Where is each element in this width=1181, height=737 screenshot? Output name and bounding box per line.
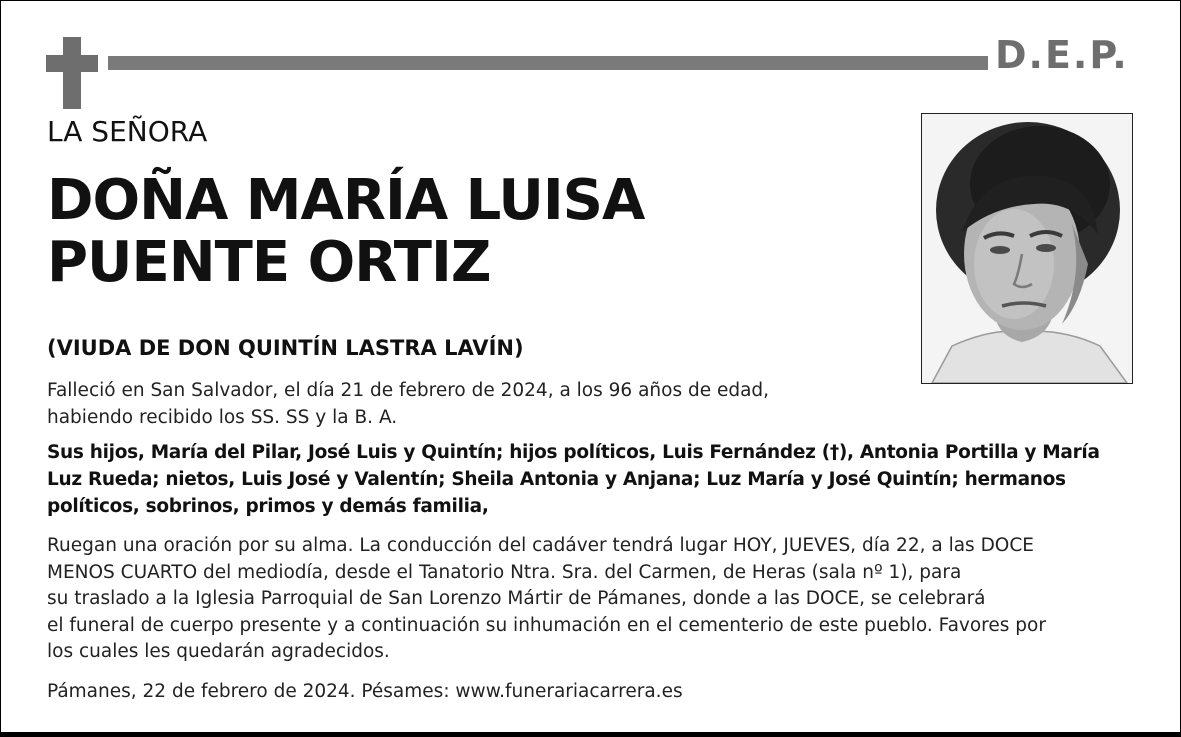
family-line-1: Sus hijos, María del Pilar, José Luis y Quintín; hijos políticos, Luis Fernández (†), Antonia Portilla y María: [47, 442, 1100, 463]
funeral-details: [47, 533, 1157, 666]
pre-title: LA SEÑORA: [47, 115, 208, 148]
portrait-photo: [921, 113, 1133, 384]
footer-line: Pámanes, 22 de febrero de 2024. Pésames: www.funerariacarrera.es: [47, 681, 683, 702]
name-line-1: DOÑA MARÍA LUISA: [47, 168, 645, 233]
header-rule: [108, 56, 988, 70]
name-line-2: PUENTE ORTIZ: [47, 230, 491, 295]
funeral-line-4: el funeral de cuerpo presente y a continuación su inhumación en el cementerio de este pueblo. Favores por: [47, 614, 1046, 636]
death-line-2: habiendo recibido los SS. SS y la B. A.: [47, 407, 398, 428]
cross-icon-horizontal: [46, 55, 98, 72]
cross-icon-vertical: [63, 37, 81, 109]
funeral-line-1: Ruegan una oración por su alma. La conducción del cadáver tendrá lugar HOY, JUEVES, día 22, a las DOCE: [47, 535, 1034, 556]
family-line-3: políticos, sobrinos, primos y demás familia,: [47, 496, 489, 517]
death-notice: [47, 377, 897, 431]
family-line-2: Luz Rueda; nietos, Luis José y Valentín; Sheila Antonia y Anjana; Luz María y José Quintín; hermanos: [47, 469, 1066, 490]
death-line-1: Falleció en San Salvador, el día 21 de febrero de 2024, a los 96 años de edad,: [47, 380, 770, 401]
funeral-line-3: su traslado a la Iglesia Parroquial de San Lorenzo Mártir de Pámanes, donde a las DOCE, se celebrará: [47, 588, 986, 609]
portrait-icon: [922, 114, 1132, 383]
dep-label: D.E.P.: [995, 33, 1129, 77]
funeral-line-5: los cuales les quedarán agradecidos.: [47, 641, 390, 662]
funeral-line-2: MENOS CUARTO del mediodía, desde el Tanatorio Ntra. Sra. del Carmen, de Heras (sala nº 1), para: [47, 561, 962, 583]
widow-of: (VIUDA DE DON QUINTÍN LASTRA LAVÍN): [47, 336, 524, 360]
deceased-name: [47, 170, 644, 294]
family-list: [47, 439, 1157, 520]
